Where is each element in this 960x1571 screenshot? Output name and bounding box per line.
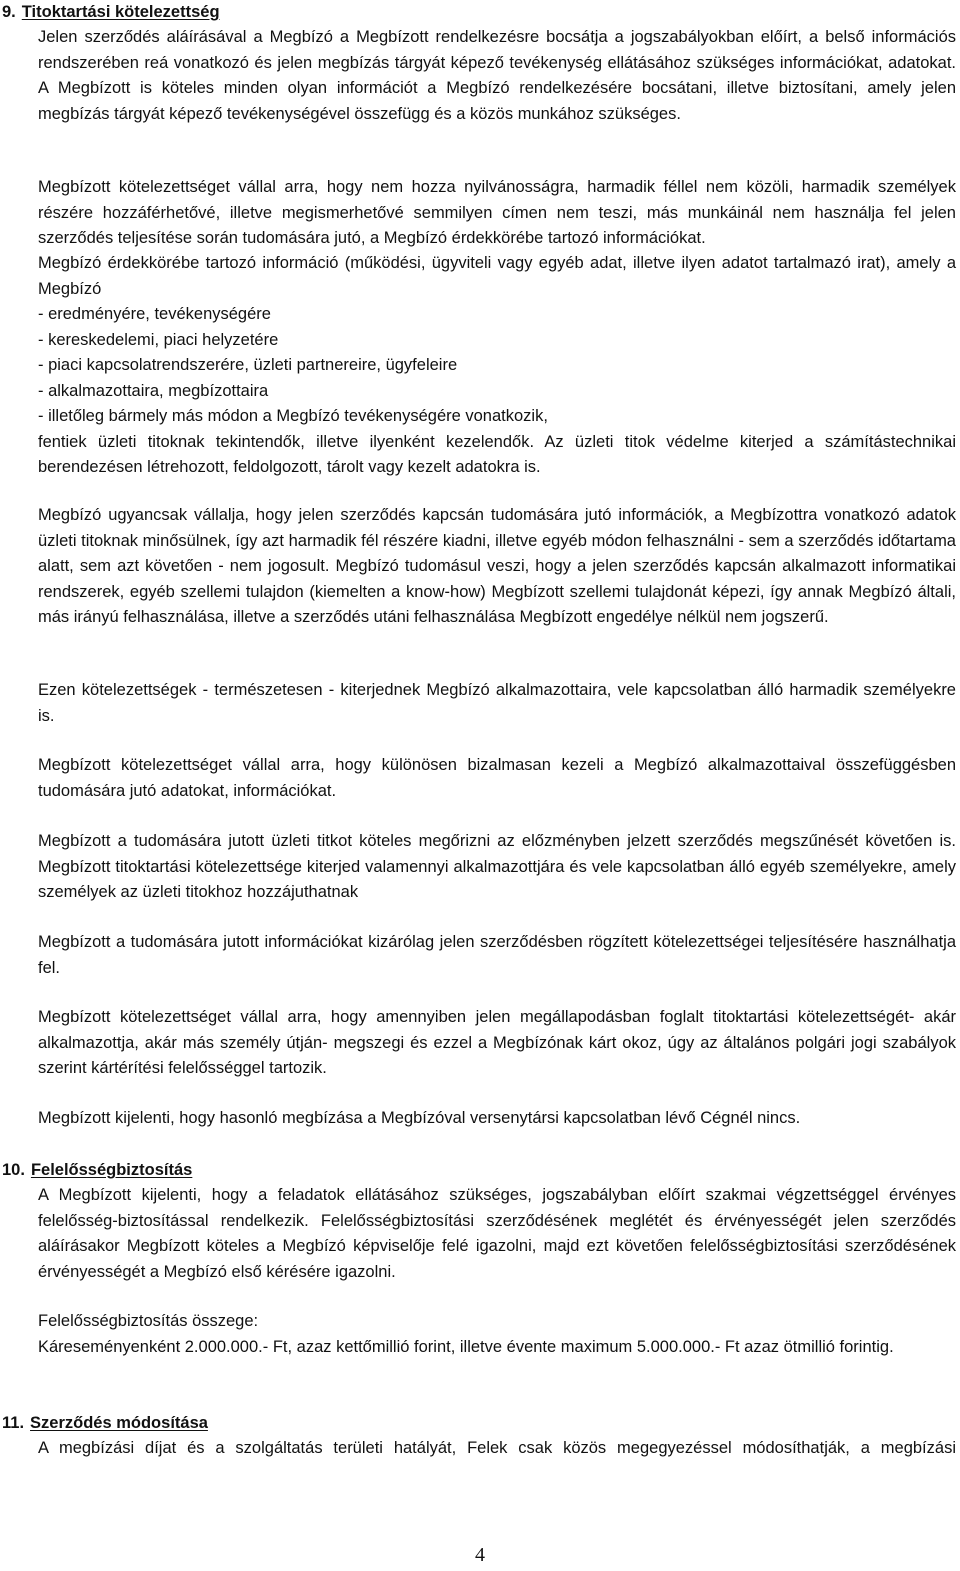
section-11-heading — [2, 1411, 208, 1435]
section-9-paragraph-3 — [38, 251, 956, 481]
list-item: - illetőleg bármely más módon a Megbízó tevékenységére vonatkozik, — [38, 407, 548, 425]
section-9-paragraph-6: Megbízott kötelezettséget vállal arra, hogy különösen bizalmasan kezeli a Megbízó alkalmazottaival összefüggésben tudomására jutó adatokat, információkat. — [38, 756, 956, 800]
page-number: 4 — [475, 1544, 485, 1566]
paragraph-3-outro: fentiek üzleti titoknak tekintendők, illetve ilyenként kezelendők. Az üzleti titok védelme kiterjed a számítástechnikai berendezésen létrehozott, feldolgozott, tárolt vagy kezelt adatokra is. — [38, 432, 956, 476]
section-9-number: 9. — [2, 3, 16, 21]
insurance-amount-text: Káreseményenként 2.000.000.- Ft, azaz kettőmillió forint, illetve évente maximum 5.000.000.- Ft azaz ötmillió forintig. — [38, 1337, 894, 1356]
section-9-paragraph-2: Megbízott kötelezettséget vállal arra, hogy nem hozza nyilvánosságra, harmadik féllel nem közöli, harmadik személyek részére hozzáférhetővé, illetve megismerhetővé semmilyen címen nem teszi, más munkáinál nem használja fel jelen szerződés teljesítése során tudomására jutó, a Megbízó érdekkörébe tartozó információkat. — [38, 178, 956, 247]
list-item: - alkalmazottaira, megbízottaira — [38, 381, 269, 400]
list-item: - eredményére, tevékenységére — [38, 305, 271, 323]
section-9-paragraph-9: Megbízott kötelezettséget vállal arra, hogy amennyiben jelen megállapodásban foglalt titoktartási kötelezettségét- akár alkalmazottja, akár más személy útján- megszegi és ezzel a Megbízónak kárt okoz, úgy az általános polgári jogi szabályok szerint kártérítési felelősséggel tartozik. — [38, 1008, 956, 1077]
section-9-paragraph-4: Megbízó ugyancsak vállalja, hogy jelen szerződés kapcsán tudomására jutó információk, a Megbízottra vonatkozó adatok üzleti titoknak minősülnek, így azt harmadik fél részére kiadni, illetve egyéb módon felhasználni - sem a szerződés időtartama alatt, sem azt követően - nem jogosult. Megbízó tudomásul veszi, hogy a jelen szerződés kapcsán alkalmazott informatikai rendszerek, egyéb szellemi tulajdon (kiemelten a know-how) Megbízott szellemi tulajdonát képezi, így annak Megbízó általi, más irányú felhasználása, illetve a szerződés utáni felhasználása Megbízott engedélye nélkül nem jogszerű. — [38, 506, 956, 626]
section-10-number: 10. — [2, 1161, 25, 1179]
section-9-paragraph-8: Megbízott a tudomására jutott információkat kizárólag jelen szerződésben rögzített kötelezettségei teljesítésére használhatja fel. — [38, 933, 956, 977]
section-9-paragraph-5: Ezen kötelezettségek - természetesen - kiterjednek Megbízó alkalmazottaira, vele kapcsolatban álló harmadik személyekre is. — [38, 681, 956, 725]
section-11-number: 11. — [2, 1414, 25, 1432]
section-10-heading — [2, 1158, 192, 1182]
section-11-title: Szerződés módosítása — [30, 1414, 208, 1432]
section-9-title: Titoktartási kötelezettség — [21, 3, 220, 21]
section-9-paragraph-1: Jelen szerződés aláírásával a Megbízó a Megbízott rendelkezésre bocsátja a jogszabályokban előírt, a belső információs rendszerében reá vonatkozó és jelen megbízás tárgyát képező tevékenység ellátásához szükséges információkat, adatokat. A Megbízott is köteles minden olyan információt a Megbízó rendelkezésére bocsátani, illetve biztosítani, amely jelen megbízás tárgyát képező tevékenységével összefügg és a közös munkához szükséges. — [38, 28, 956, 123]
section-10-insurance-amount — [38, 1309, 956, 1360]
list-item: - kereskedelemi, piaci helyzetére — [38, 330, 279, 349]
section-11-paragraph-1: A megbízási díjat és a szolgáltatás területi hatályát, Felek csak közös megegyezéssel módosíthatják, a megbízási — [38, 1439, 956, 1457]
list-item: - piaci kapcsolatrendszerére, üzleti partnereire, ügyfeleire — [38, 356, 458, 374]
section-10-title: Felelősségbiztosítás — [30, 1161, 193, 1179]
section-9-paragraph-10: Megbízott kijelenti, hogy hasonló megbízása a Megbízóval versenytársi kapcsolatban lévő Cégnél nincs. — [38, 1109, 801, 1127]
section-9-paragraph-7: Megbízott a tudomására jutott üzleti titkot köteles megőrizni az előzményben jelzett szerződés megszűnését követően is. Megbízott titoktartási kötelezettsége kiterjed valamennyi alkalmazottjára és vele kapcsolatban álló egyéb személyekre, amely személyek az üzleti titokhoz hozzájuthatnak — [38, 832, 956, 901]
insurance-amount-label: Felelősségbiztosítás összege: — [38, 1312, 259, 1330]
section-10-paragraph-1: A Megbízott kijelenti, hogy a feladatok ellátásához szükséges, jogszabályban előírt szakmai végzettséggel érvényes felelősség-biztosítással rendelkezik. Felelősségbiztosítási szerződésének meglétét és érvényességét jelen szerződés aláírásakor Megbízott köteles a Megbízó képviselője felé igazolni, majd ezt követően felelősségbiztosítási szerződésének érvényességét a Megbízó első kérésére igazolni. — [38, 1186, 956, 1281]
section-9-heading — [2, 0, 220, 24]
paragraph-3-intro: Megbízó érdekkörébe tartozó információ (működési, ügyviteli vagy egyéb adat, illetve ilyen adatot tartalmazó irat), amely a Megbízó — [38, 254, 956, 298]
